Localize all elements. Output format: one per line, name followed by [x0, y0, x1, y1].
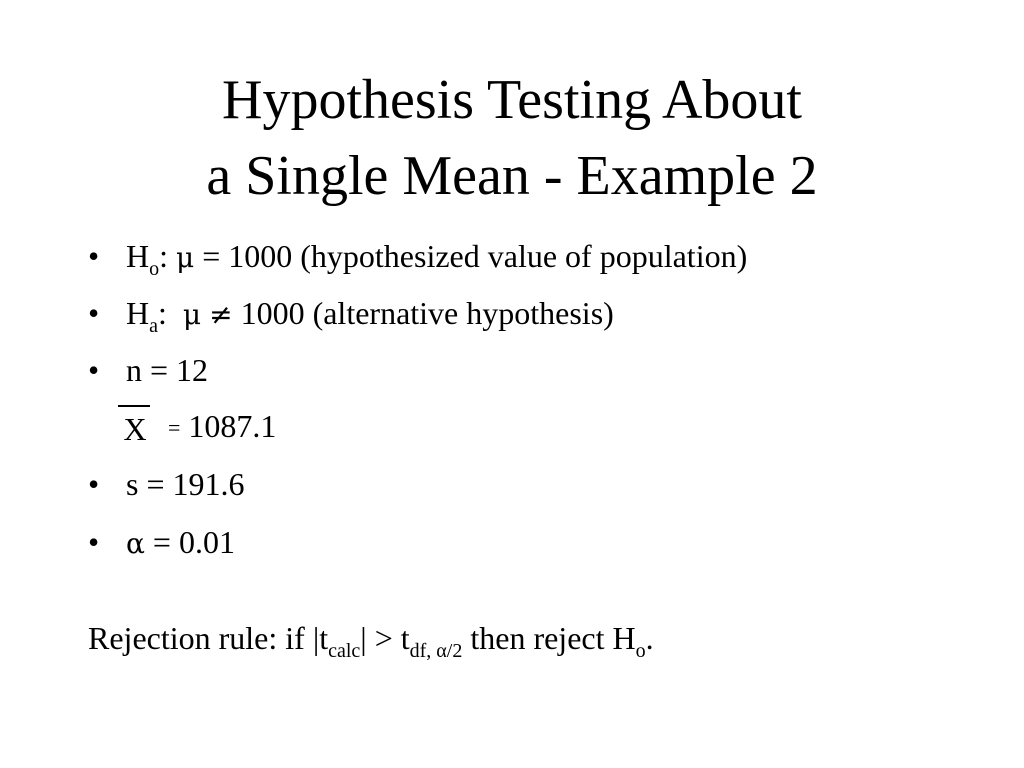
- sample-mean-value: 1087.1: [188, 408, 277, 444]
- x-bar-overline: [118, 405, 150, 407]
- h-letter: H: [126, 238, 150, 274]
- bullet-dot: •: [88, 238, 100, 274]
- equals-sign: =: [168, 415, 181, 440]
- slide-title-line-2: a Single Mean - Example 2: [206, 145, 818, 207]
- bullet-alternative-hypothesis: [88, 295, 614, 337]
- alternative-hypothesis-text: 1000 (alternative hypothesis): [232, 295, 614, 331]
- bullet-alpha: [88, 526, 235, 558]
- sample-mean-value-group: [168, 408, 276, 445]
- calc-subscript: calc: [328, 640, 361, 662]
- x-bar-letter: X: [123, 411, 147, 447]
- alpha-symbol: α: [126, 527, 145, 560]
- bullet-dot: •: [88, 295, 100, 331]
- null-hypothesis-text: = 1000 (hypothesized value of population): [194, 238, 748, 274]
- rule-prefix: Rejection rule: if |t: [88, 620, 329, 656]
- o-subscript: o: [635, 640, 646, 662]
- h-letter: H: [126, 295, 150, 331]
- colon: :: [159, 238, 168, 274]
- std-dev-text: s = 191.6: [126, 466, 245, 502]
- mu-symbol: μ: [182, 298, 202, 331]
- mu-symbol: μ: [176, 241, 195, 274]
- rule-mid: | > t: [360, 620, 410, 656]
- alpha-text: = 0.01: [144, 524, 235, 560]
- sample-mean-line: [118, 405, 276, 448]
- bullet-dot: •: [88, 466, 100, 502]
- bullet-std-dev: [88, 468, 245, 500]
- rule-then: then reject H: [462, 620, 636, 656]
- df-subscript: df, α/2: [409, 640, 463, 662]
- bullet-sample-size: [88, 354, 208, 386]
- sample-size-text: n = 12: [126, 352, 209, 388]
- x-bar-symbol: [118, 405, 152, 448]
- not-equal-symbol: ≠: [209, 298, 233, 331]
- rule-end: .: [645, 620, 654, 656]
- h-subscript: a: [149, 315, 158, 337]
- rejection-rule: [88, 620, 654, 662]
- bullet-null-hypothesis: [88, 238, 748, 280]
- h-subscript: o: [149, 258, 160, 280]
- bullet-dot: •: [88, 352, 100, 388]
- slide-title-line-1: Hypothesis Testing About: [222, 69, 802, 131]
- colon: :: [158, 295, 167, 331]
- bullet-dot: •: [88, 524, 100, 560]
